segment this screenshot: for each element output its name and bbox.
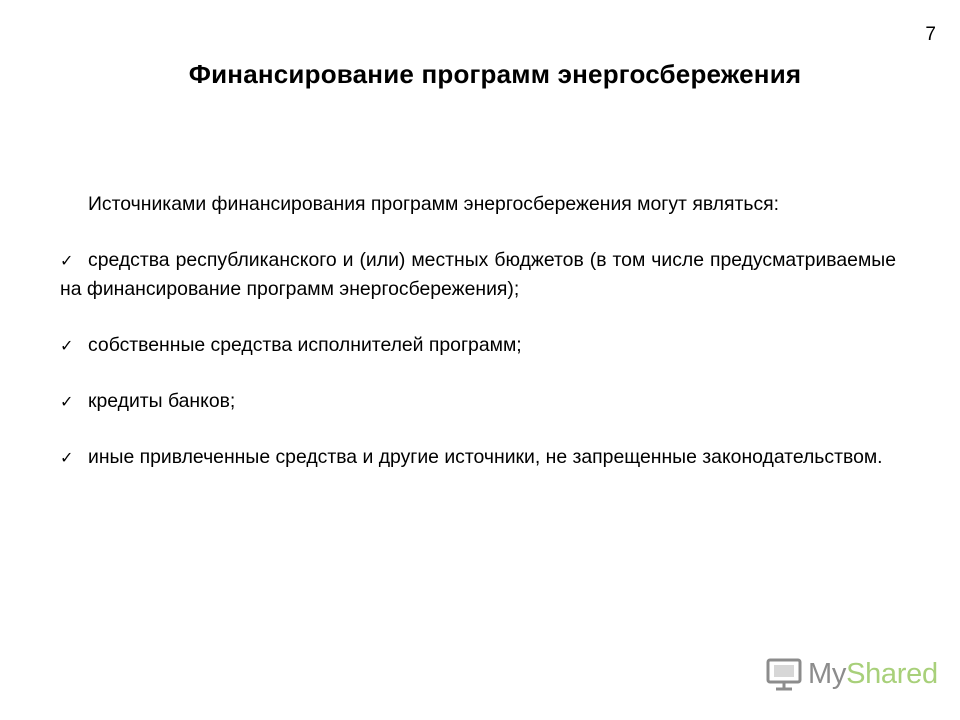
list-item-text: кредиты банков; <box>88 390 236 412</box>
list-item <box>60 246 896 304</box>
list-item-text: иные привлеченные средства и другие источники, не запрещенные законодательством. <box>88 446 883 468</box>
intro-paragraph: Источниками финансирования программ энергосбережения могут являться: <box>88 193 780 215</box>
sources-list <box>60 246 896 472</box>
myshared-watermark <box>766 656 938 692</box>
projector-screen-icon <box>766 657 802 691</box>
list-item <box>60 387 896 416</box>
checkmark-icon: ✓ <box>60 448 74 467</box>
logo-text-shared: Shared <box>846 657 938 690</box>
page-number: 7 <box>925 24 936 45</box>
list-item-text: средства республиканского и (или) местных бюджетов (в том числе предусматриваемые на финансирование программ энергосбережения); <box>60 249 896 300</box>
list-item-text: собственные средства исполнителей программ; <box>88 334 522 356</box>
logo-text-my: My <box>808 657 847 690</box>
page-title: Финансирование программ энергосбережения <box>188 59 802 89</box>
list-item <box>60 443 896 472</box>
list-item <box>60 331 896 360</box>
checkmark-icon: ✓ <box>60 251 74 270</box>
checkmark-icon: ✓ <box>60 392 74 411</box>
slide-body <box>60 190 896 472</box>
checkmark-icon: ✓ <box>60 336 74 355</box>
